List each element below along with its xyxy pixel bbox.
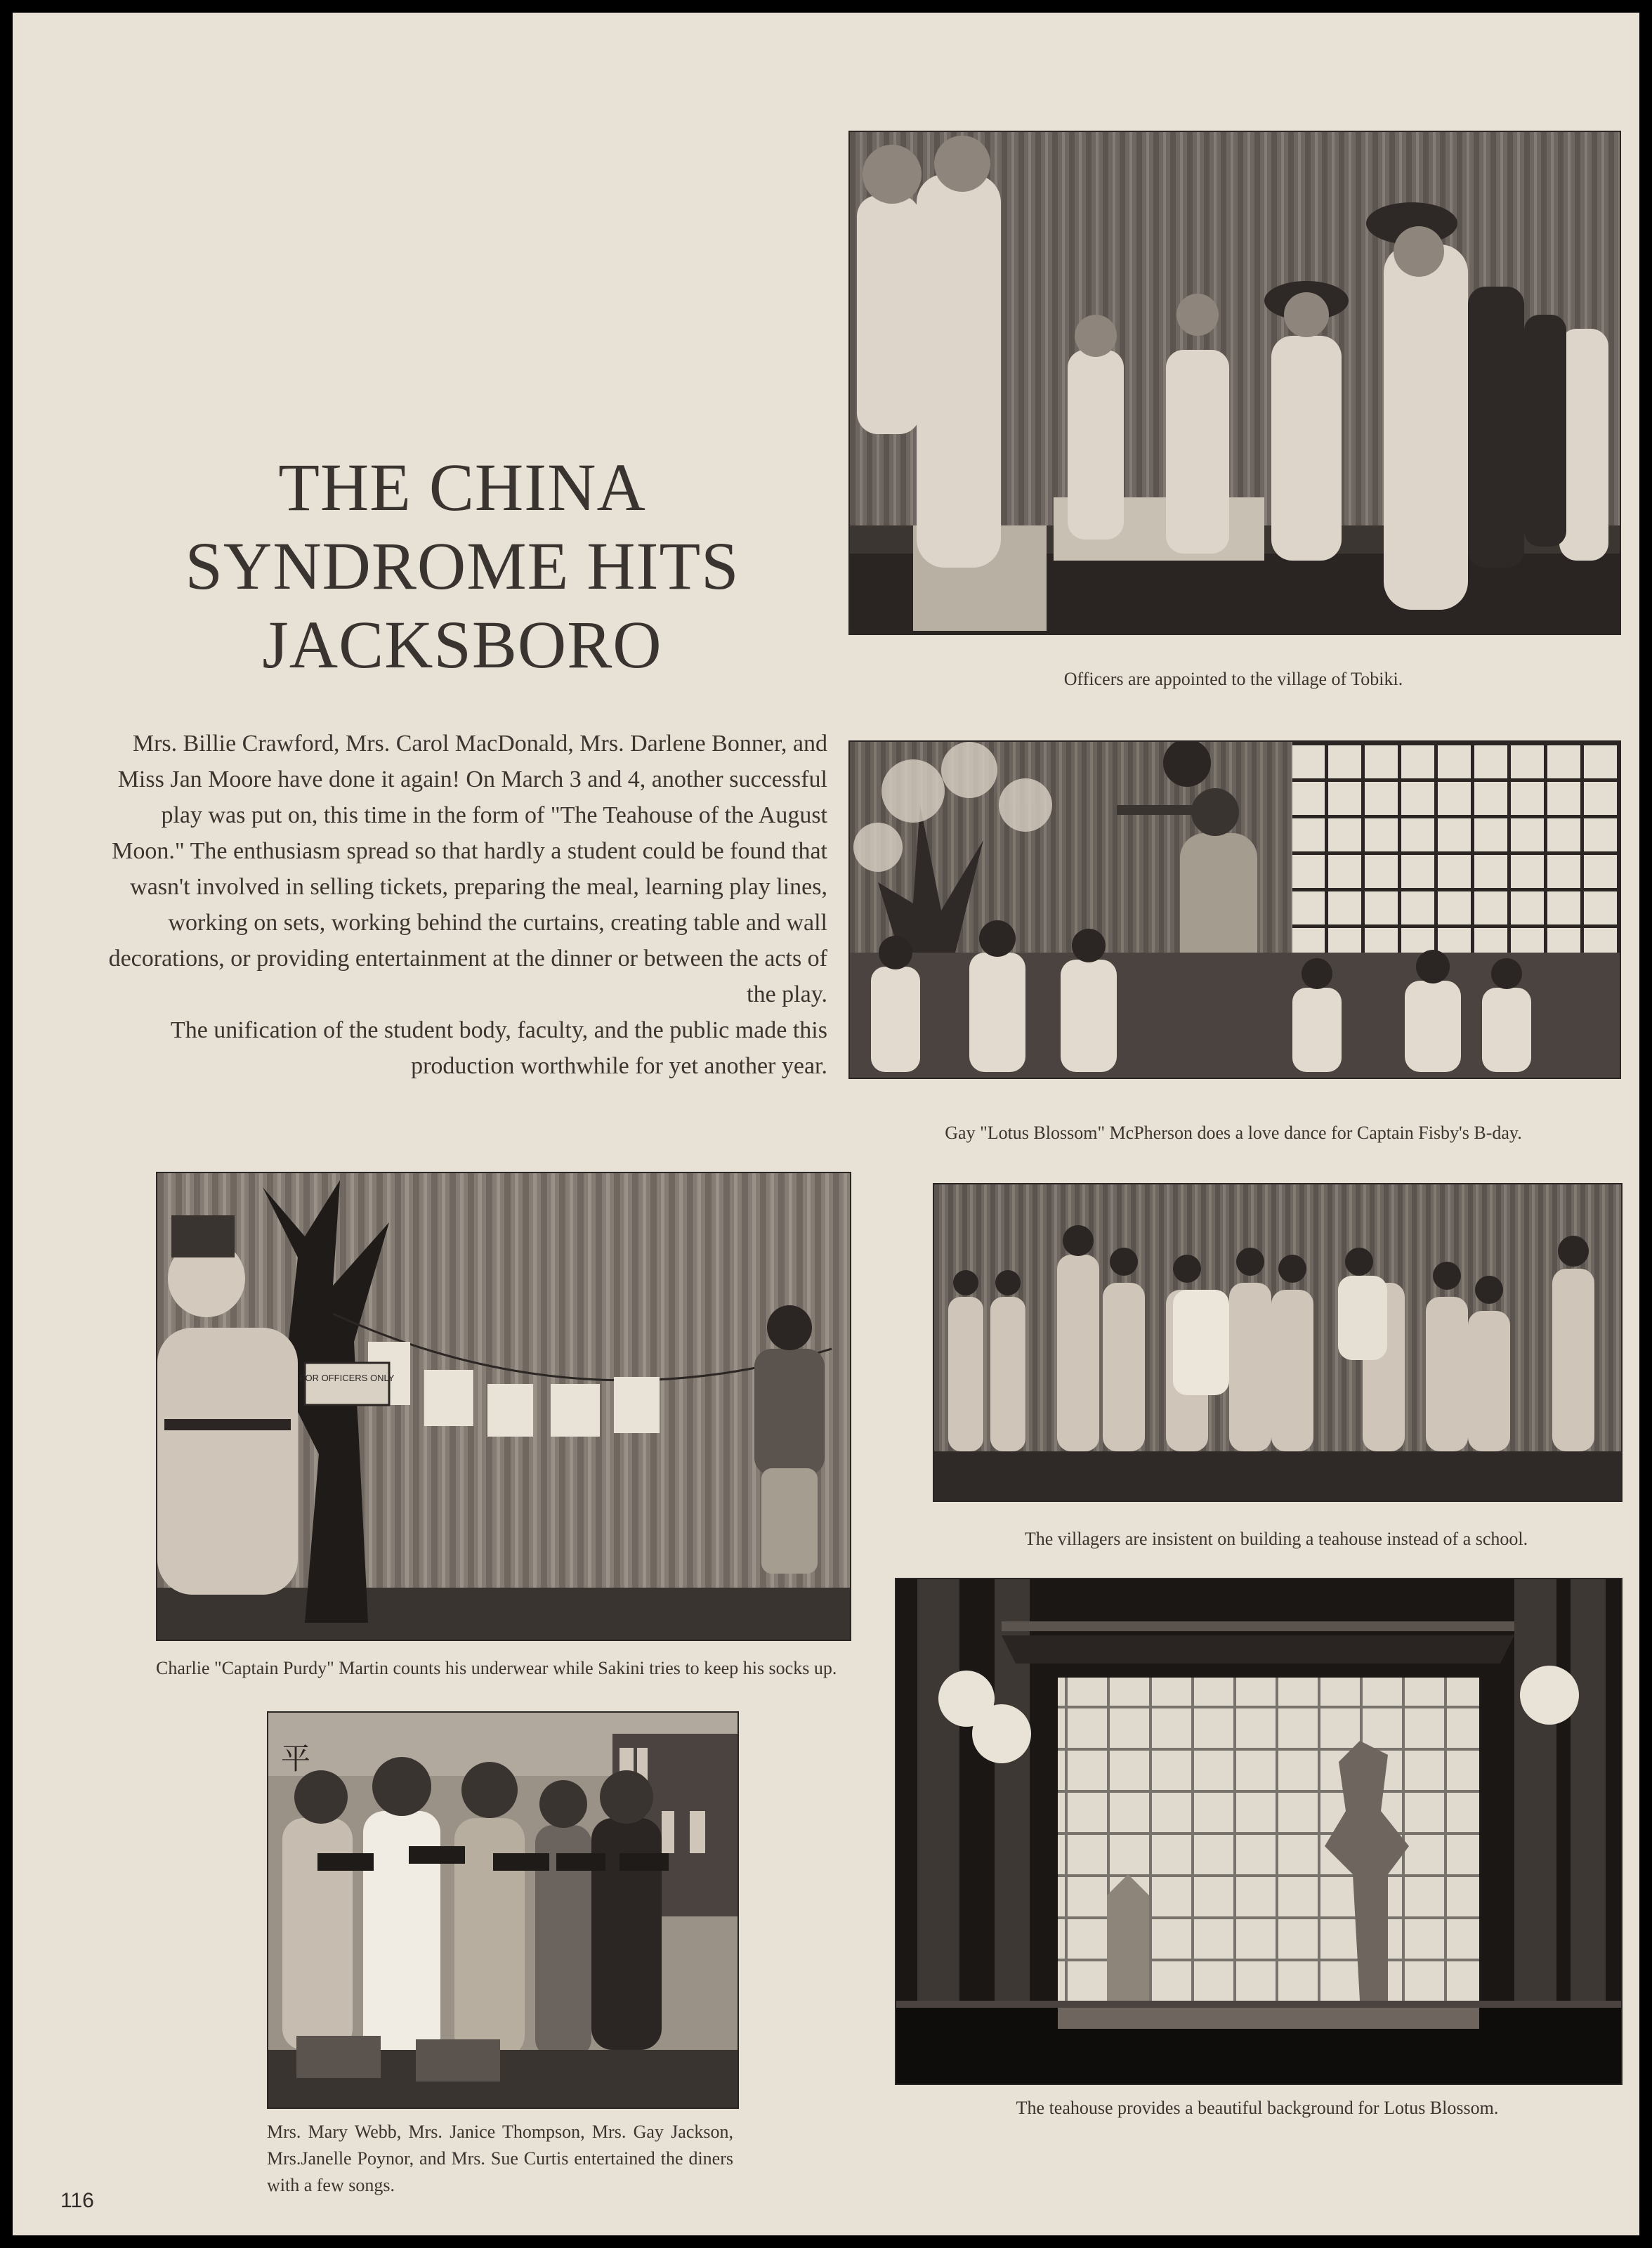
- title-line-2: SYNDROME HITS: [185, 528, 740, 603]
- page-title: [146, 448, 778, 684]
- caption-teahouse: The teahouse provides a beautiful background for Lotus Blossom.: [1016, 2098, 1499, 2118]
- title-line-1: THE CHINA: [278, 450, 646, 525]
- intro-article: [97, 726, 827, 1084]
- intro-paragraph-2: The unification of the student body, faculty, and the public made this production worthwhile for yet another year.: [170, 1017, 827, 1079]
- title-line-3: JACKSBORO: [262, 607, 662, 682]
- caption-singers: Mrs. Mary Webb, Mrs. Janice Thompson, Mrs. Gay Jackson, Mrs.Janelle Poynor, and Mrs. Sue Curtis entertained the diners with a few songs.: [267, 2122, 733, 2195]
- photo-purdy: [156, 1172, 851, 1641]
- photo-singers: [267, 1711, 739, 2109]
- caption-purdy: Charlie "Captain Purdy" Martin counts his underwear while Sakini tries to keep his socks up.: [156, 1658, 837, 1678]
- photo-officers: [848, 131, 1621, 635]
- caption-lotus-dance: Gay "Lotus Blossom" McPherson does a love dance for Captain Fisby's B-day.: [945, 1123, 1522, 1143]
- purdy-sign-text: FOR OFFICERS ONLY: [299, 1373, 395, 1383]
- intro-paragraph-1: Mrs. Billie Crawford, Mrs. Carol MacDonald, Mrs. Darlene Bonner, and Miss Jan Moore have done it again! On March 3 and 4, another successful play was put on, this time in the form of "The Teahouse of the August Moon." The enthusiasm spread so that hardly a student could be found that wasn't involved in selling tickets, preparing the meal, learning play lines, working on sets, working behind the curtains, creating table and wall decorations, or providing entertainment at the dinner or between the acts of the play.: [108, 731, 827, 1007]
- caption-officers: Officers are appointed to the village of Tobiki.: [1063, 669, 1403, 689]
- photo-teahouse: [895, 1578, 1622, 2085]
- yearbook-page: [13, 13, 1639, 2235]
- svg-text:平: 平: [281, 1744, 311, 1776]
- page-number: 116: [60, 2189, 94, 2212]
- photo-villagers: [933, 1183, 1622, 1502]
- photo-lotus-dance: [848, 740, 1621, 1079]
- caption-villagers: The villagers are insistent on building a teahouse instead of a school.: [1024, 1529, 1528, 1549]
